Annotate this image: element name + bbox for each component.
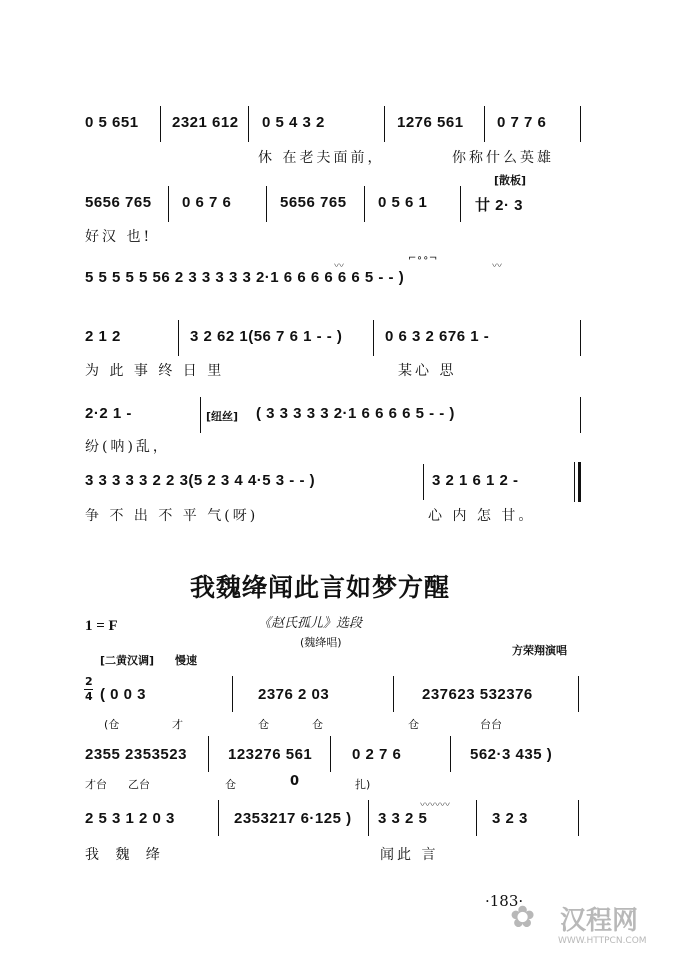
- barline: [330, 736, 331, 772]
- row6-lyric-a: 争 不 出 不 平 气(呀): [85, 508, 259, 524]
- song-tempo: 慢速: [175, 654, 197, 667]
- row1-measure5: 0 7 7 6: [497, 114, 547, 131]
- song-row2-lyric: 扎): [355, 778, 371, 791]
- trill-mark: 〰〰〰: [420, 800, 450, 811]
- barline: [580, 106, 581, 142]
- song-row3-measure3: 3 3 2 5: [378, 810, 428, 827]
- row1-measure2: 2321 612: [172, 114, 239, 131]
- song-row1-lyric: 仓: [312, 718, 323, 731]
- barline: [476, 800, 477, 836]
- barline: [178, 320, 179, 356]
- row2-measure5: 廿 2· 3: [475, 197, 524, 214]
- row4-measure1: 2 1 2: [85, 328, 121, 345]
- barline: [364, 186, 365, 222]
- song-title: 我魏绛闻此言如梦方醒: [190, 573, 451, 602]
- song-role: (魏绛唱): [300, 636, 342, 649]
- barline: [578, 676, 579, 712]
- time-signature-bottom: 4: [85, 690, 93, 703]
- row2-measure3: 5656 765: [280, 194, 347, 211]
- song-key: 1 = F: [85, 618, 118, 634]
- song-subtitle: 《赵氏孤儿》选段: [258, 616, 363, 631]
- watermark-brand: 汉程网: [560, 906, 639, 936]
- page-number: ·183·: [485, 892, 524, 910]
- barline: [580, 320, 581, 356]
- barline: [368, 800, 369, 836]
- time-signature-top: 2: [85, 675, 93, 688]
- song-row2-measure1: 2355 2353523: [85, 746, 187, 763]
- barline: [248, 106, 249, 142]
- barline: [384, 106, 385, 142]
- final-barline-thick: [578, 462, 581, 502]
- song-row3-measure2: 2353217 6·125 ): [234, 810, 352, 827]
- row4-measure2: 3 2 62 1(56 7 6 1 - - ): [190, 328, 343, 345]
- barline: [460, 186, 461, 222]
- barline: [232, 676, 233, 712]
- row3-phrase: 5 5 5 5 5 56 2 3 3 3 3 3 2·1 6 6 6 6 6 6 5 - - ): [85, 269, 405, 286]
- song-row2-measure4: 562·3 435 ): [470, 746, 553, 763]
- row2-measure1: 5656 765: [85, 194, 152, 211]
- row6-measure2: 3 2 1 6 1 2 -: [432, 472, 519, 489]
- song-row2-lyric: 仓: [225, 778, 236, 791]
- final-barline: [574, 462, 575, 502]
- row1-measure3: 0 5 4 3 2: [262, 114, 325, 131]
- song-row1-lyric: (仓: [104, 718, 120, 731]
- trill-mark: 〰: [492, 261, 502, 272]
- row6-lyric-b: 心 内 怎 甘。: [428, 508, 536, 524]
- row5-measure1: 2·2 1 -: [85, 405, 132, 422]
- barline: [423, 464, 424, 500]
- song-mode: [二黄汉调]: [100, 654, 155, 667]
- barline: [373, 320, 374, 356]
- row4-measure3: 0 6 3 2 676 1 -: [385, 328, 490, 345]
- song-row3-lyric-b: 闻此 言: [380, 847, 439, 863]
- song-row2-measure2: 123276 561: [228, 746, 313, 763]
- song-row1-lyric: 仓: [408, 718, 419, 731]
- barline: [578, 800, 579, 836]
- barline: [200, 397, 201, 433]
- barline: [160, 106, 161, 142]
- barline: [208, 736, 209, 772]
- song-row1-lyric: 仓: [258, 718, 269, 731]
- barline: [484, 106, 485, 142]
- barline: [168, 186, 169, 222]
- row5-marker: [纽丝]: [206, 410, 239, 423]
- song-row3-lyric-a: 我 魏 绛: [85, 847, 166, 863]
- barline: [218, 800, 219, 836]
- row2-measure4: 0 5 6 1: [378, 194, 428, 211]
- trill-mark: 〰: [334, 261, 344, 272]
- row1-lyric-a: 休 在老夫面前，: [258, 150, 385, 166]
- song-row2-measure3: 0 2 7 6: [352, 746, 402, 763]
- barline: [266, 186, 267, 222]
- song-row3-measure4: 3 2 3: [492, 810, 528, 827]
- row2-lyric: 好汉 也!: [85, 229, 153, 245]
- song-row1-measure2: 2376 2 03: [258, 686, 330, 703]
- row6-measure1: 3 3 3 3 3 2 2 3(5 2 3 4 4·5 3 - - ): [85, 472, 316, 489]
- row1-measure1: 0 5 651: [85, 114, 139, 131]
- song-row1-lyric: 台台: [480, 718, 502, 731]
- song-performer: 方荣翔演唱: [512, 644, 567, 657]
- song-row1-lyric: 才: [172, 718, 183, 731]
- barline: [393, 676, 394, 712]
- song-row2-lyric: 0: [290, 774, 300, 789]
- barline: [580, 397, 581, 433]
- row1-lyric-b: 你称什么英雄: [452, 150, 554, 166]
- song-row1-measure1: ( 0 0 3: [100, 686, 147, 703]
- watermark-logo-icon: ✿: [510, 900, 536, 935]
- song-row1-measure3: 237623 532376: [422, 686, 533, 703]
- row5-measure2: ( 3 3 3 3 3 2·1 6 6 6 6 5 - - ): [256, 405, 455, 422]
- song-row2-lyric: 才台: [85, 778, 107, 791]
- row2-measure2: 0 6 7 6: [182, 194, 232, 211]
- barline: [450, 736, 451, 772]
- row2-marker: [散板]: [494, 174, 527, 187]
- watermark-url: WWW.HTTPCN.COM: [558, 936, 647, 946]
- song-row3-measure1: 2 5 3 1 2 0 3: [85, 810, 175, 827]
- row1-measure4: 1276 561: [397, 114, 464, 131]
- tie-mark: ⌐∘∘¬: [408, 253, 438, 264]
- song-row2-lyric: 乙台: [128, 778, 150, 791]
- row4-lyric-b: 某心 思: [398, 363, 457, 379]
- row4-lyric-a: 为 此 事 终 日 里: [85, 363, 225, 379]
- row5-lyric: 纷(呐)乱，: [85, 439, 170, 455]
